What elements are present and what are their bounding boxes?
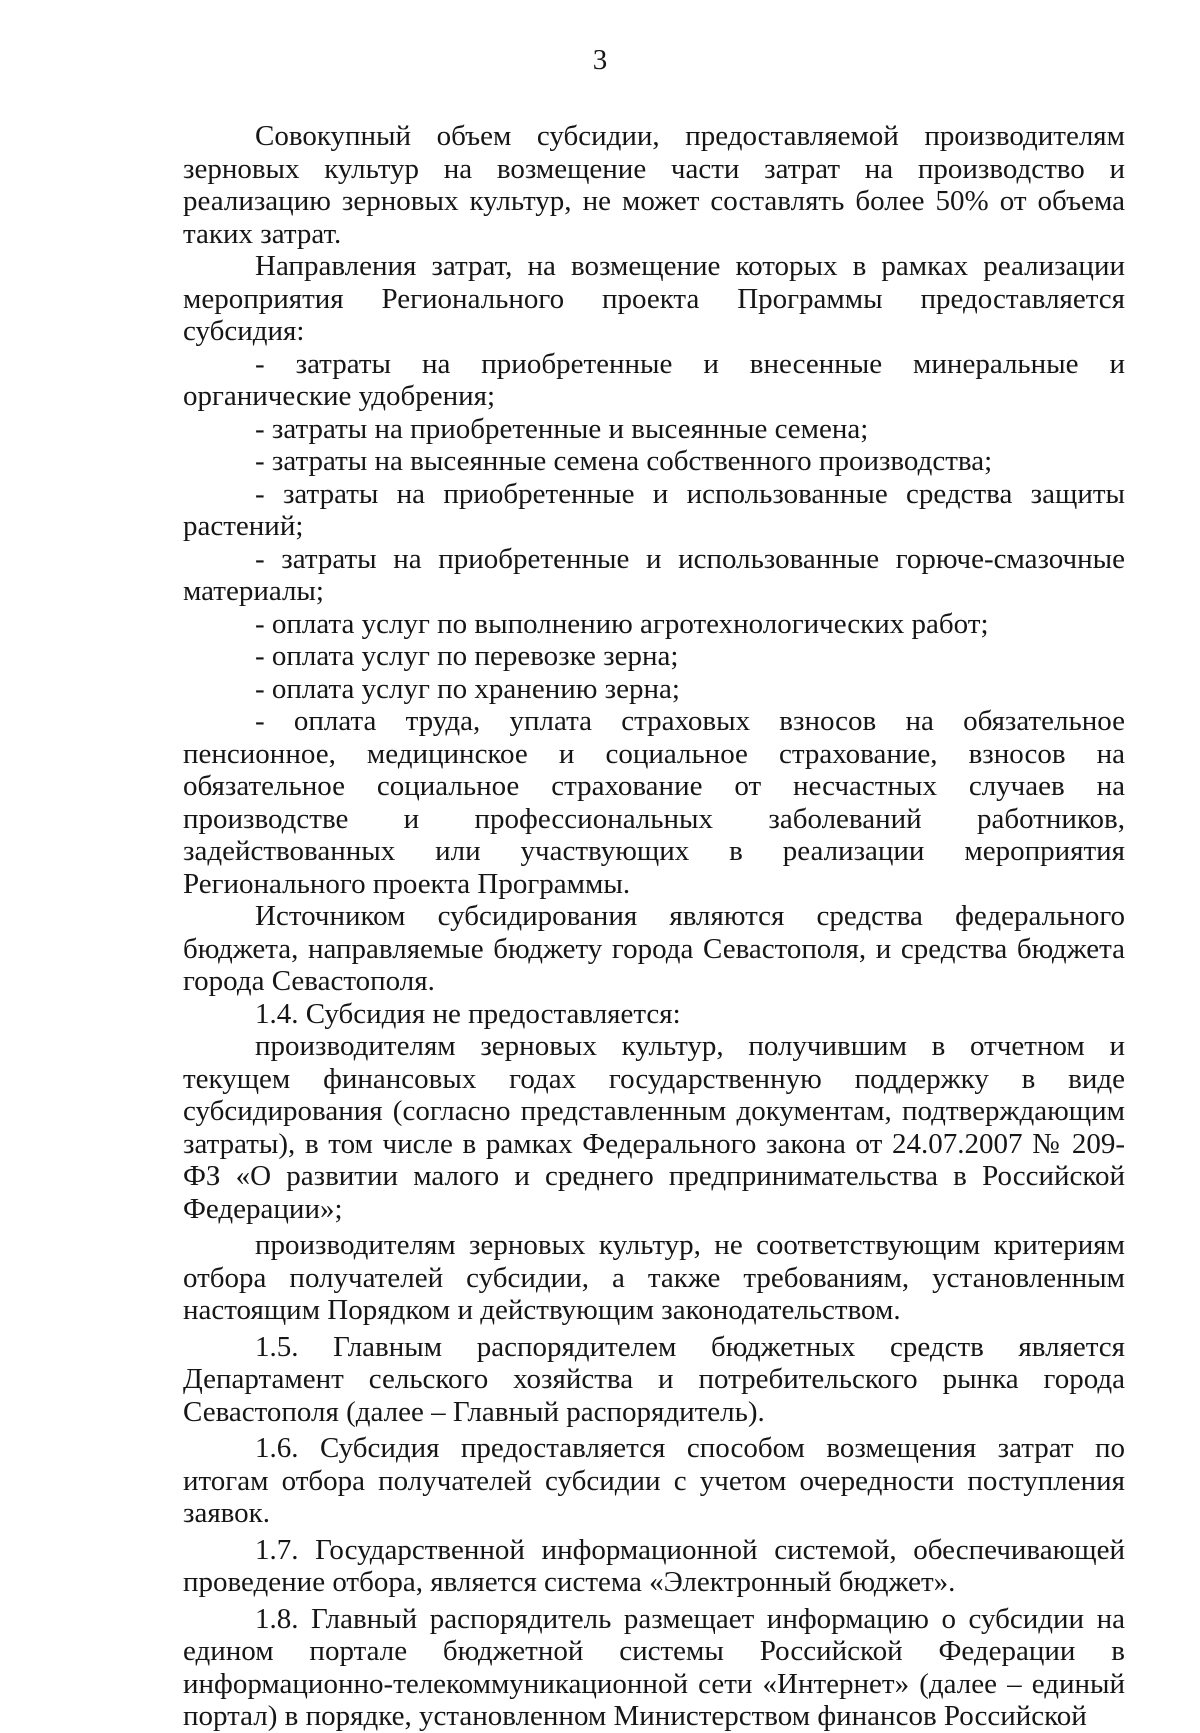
section-1-7: 1.7. Государственной информационной системой, обеспечивающей проведение отбора, является система «Электронный бюджет». [183,1533,1125,1598]
section-1-4-heading: 1.4. Субсидия не предоставляется: [255,997,681,1030]
paragraph-subsidy-volume: Совокупный объем субсидии, предоставляемой производителям зерновых культур на возмещение части затрат на производство и реализацию зерновых культур, не может составлять более 50% от объема таких затрат. [183,120,1125,250]
paragraph-exclusion-support: производителям зерновых культур, получившим в отчетном и текущем финансовых годах государственную поддержку в виде субсидирования (согласно представленным документам, подтверждающим затраты), в том числе в рамках Федерального закона от 24.07.2007 № 209-ФЗ «О развитии малого и среднего предпринимательства в Российской Федерации»; [183,1030,1125,1225]
list-item-plant-protection: - затраты на приобретенные и использованные средства защиты растений; [183,477,1125,542]
page-number: 3 [592,44,608,76]
paragraph-exclusion-criteria: производителям зерновых культур, не соответствующим критериям отбора получателей субсидии, а также требованиям, установленным настоящим Порядком и действующим законодательством. [183,1229,1125,1326]
list-item-fertilizers: - затраты на приобретенные и внесенные минеральные и органические удобрения; [183,347,1125,412]
section-1-5: 1.5. Главным распорядителем бюджетных средств является Департамент сельского хозяйства и потребительского рынка города Севастополя (далее – Главный распорядитель). [183,1330,1125,1428]
list-item-labor-payment: - оплата труда, уплата страховых взносов на обязательное пенсионное, медицинское и социальное страхование, взносов на обязательное социальное страхование от несчастных случаев на производстве и профессиональных заболеваний работников, задействованных или участвующих в реализации мероприятия Регионального проекта Программы. [183,705,1125,900]
list-item-grain-storage: - оплата услуг по хранению зерна; [255,672,680,705]
paragraph-cost-directions: Направления затрат, на возмещение которых в рамках реализации мероприятия Регионального проекта Программы предоставляется субсидия: [183,250,1125,347]
section-1-8: 1.8. Главный распорядитель размещает информацию о субсидии на едином портале бюджетной системы Российской Федерации в информационно-телекоммуникационной сети «Интернет» (далее – единый портал) в порядке, установленном Министерством финансов Российской [183,1602,1125,1732]
section-1-6: 1.6. Субсидия предоставляется способом возмещения затрат по итогам отбора получателей субсидии с учетом очередности поступления заявок. [183,1432,1125,1529]
paragraph-funding-source: Источником субсидирования являются средства федерального бюджета, направляемые бюджету города Севастополя, и средства бюджета города Севастополя. [183,900,1125,997]
list-item-fuel-lubricants: - затраты на приобретенные и использованные горюче-смазочные материалы; [183,542,1125,607]
list-item-own-seeds: - затраты на высеянные семена собственного производства; [255,445,993,477]
list-item-purchased-seeds: - затраты на приобретенные и высеянные семена; [255,412,869,445]
document-body [183,120,1125,1733]
list-item-agrotech-works: - оплата услуг по выполнению агротехнологических работ; [255,607,989,640]
list-item-grain-transport: - оплата услуг по перевозке зерна; [255,640,679,672]
